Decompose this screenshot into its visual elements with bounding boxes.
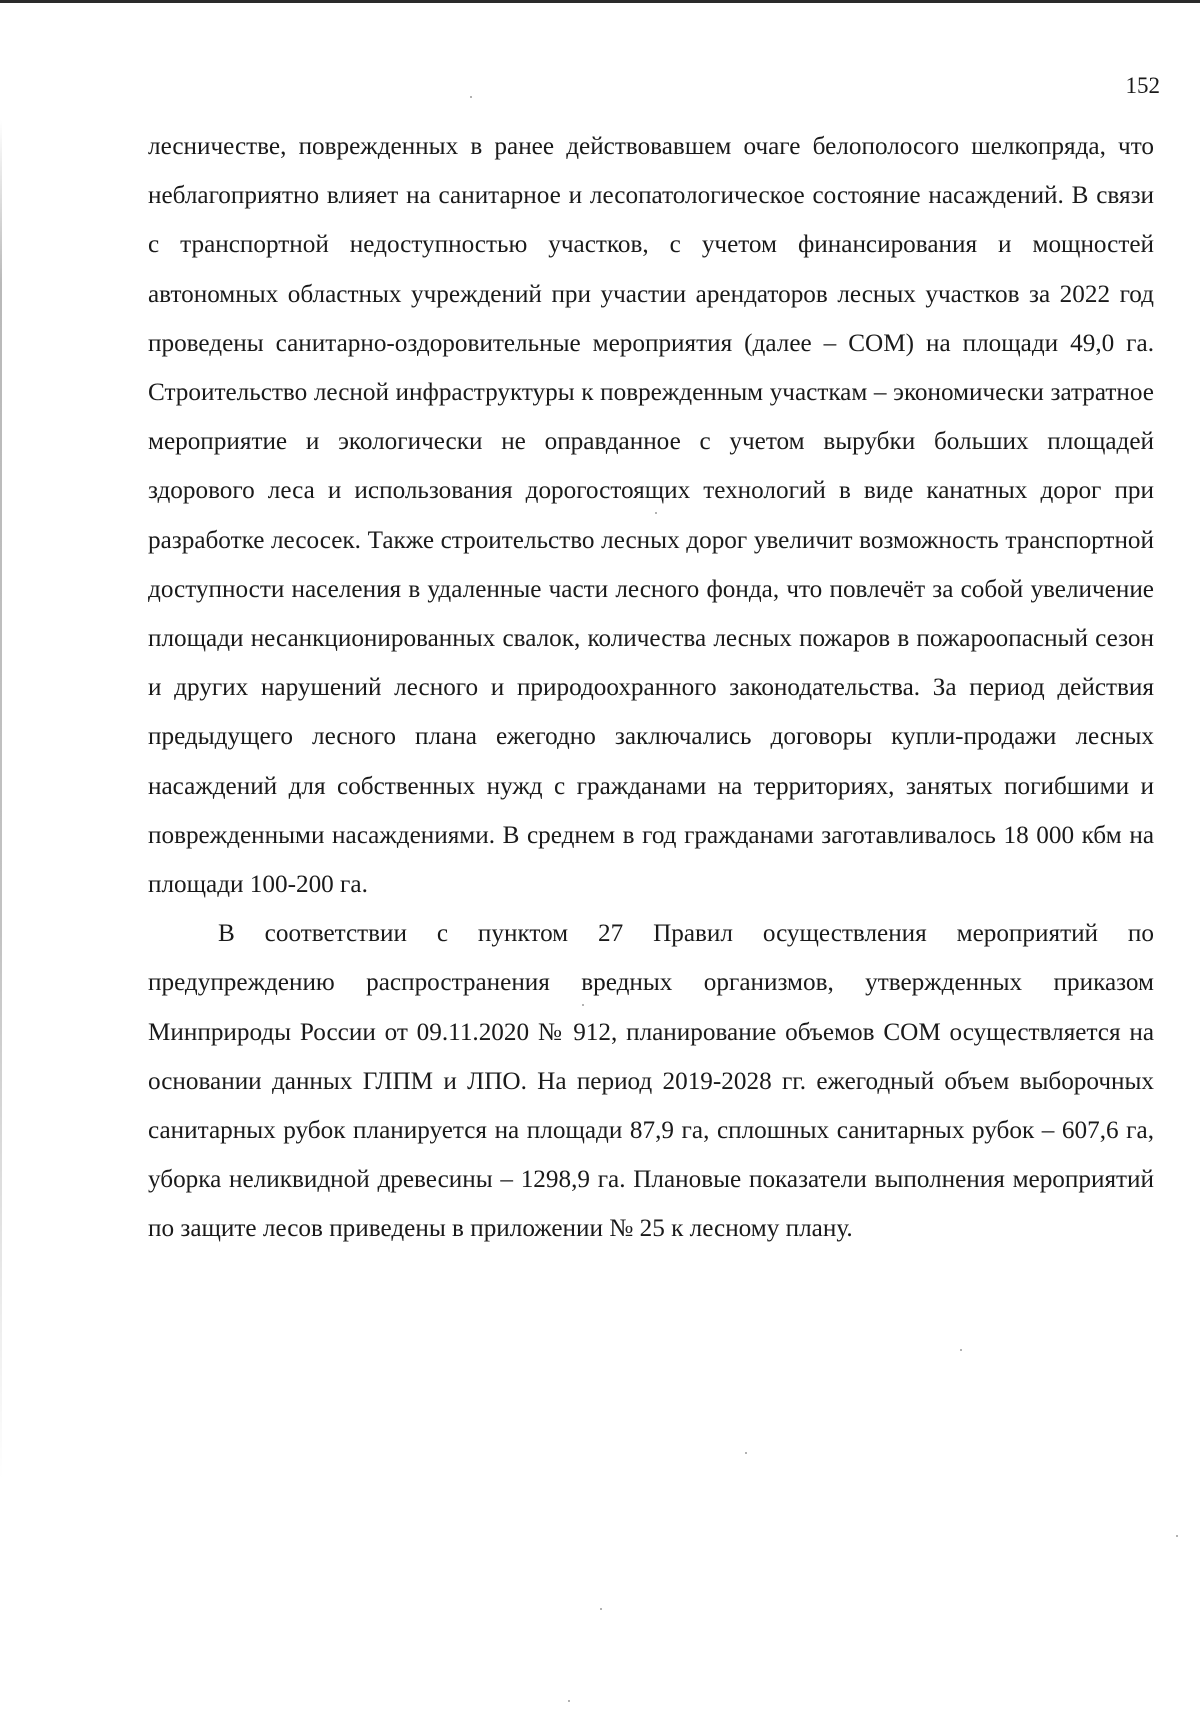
scan-speck: [745, 1452, 747, 1454]
scan-speck: [960, 1349, 962, 1351]
paragraph-indented: В соответствии с пунктом 27 Правил осуществления мероприятий по предупреждению распространения вредных организмов, утвержденных приказом Минприроды России от 09.11.2020 № 912, планирование объемов СОМ осуществляется на основании данных ГЛПМ и ЛПО. На период 2019-2028 гг. ежегодный объем выборочных санитарных рубок планируется на площади 87,9 га, сплошных санитарных рубок – 607,6 га, уборка неликвидной древесины – 1298,9 га. Плановые показатели выполнения мероприятий по защите лесов приведены в приложении № 25 к лесному плану.: [148, 920, 1154, 1243]
scan-speck: [600, 1608, 602, 1610]
scan-speck: [568, 1700, 570, 1702]
scan-speck: [582, 1004, 584, 1006]
scan-left-edge-shadow: [0, 120, 2, 1480]
page-number: 152: [1125, 73, 1160, 98]
scan-speck: [470, 96, 472, 98]
document-body: [148, 122, 1154, 1254]
scan-speck: [1176, 1535, 1178, 1537]
scan-speck: [655, 512, 657, 514]
scan-top-border: [0, 0, 1200, 3]
paragraph-continued: лесничестве, поврежденных в ранее действовавшем очаге белополосого шелкопряда, что неблагоприятно влияет на санитарное и лесопатологическое состояние насаждений. В связи с транспортной недоступностью участков, с учетом финансирования и мощностей автономных областных учреждений при участии арендаторов лесных участков за 2022 год проведены санитарно-оздоровительные мероприятия (далее – СОМ) на площади 49,0 га. Строительство лесной инфраструктуры к поврежденным участкам – экономически затратное мероприятие и экологически не оправданное с учетом вырубки больших площадей здорового леса и использования дорогостоящих технологий в виде канатных дорог при разработке лесосек. Также строительство лесных дорог увеличит возможность транспортной доступности населения в удаленные части лесного фонда, что повлечёт за собой увеличение площади несанкционированных свалок, количества лесных пожаров в пожароопасный сезон и других нарушений лесного и природоохранного законодательства. За период действия предыдущего лесного плана ежегодно заключались договоры купли-продажи лесных насаждений для собственных нужд с гражданами на территориях, занятых погибшими и поврежденными насаждениями. В среднем в год гражданами заготавливалось 18 000 кбм на площади 100-200 га.: [148, 133, 1154, 899]
